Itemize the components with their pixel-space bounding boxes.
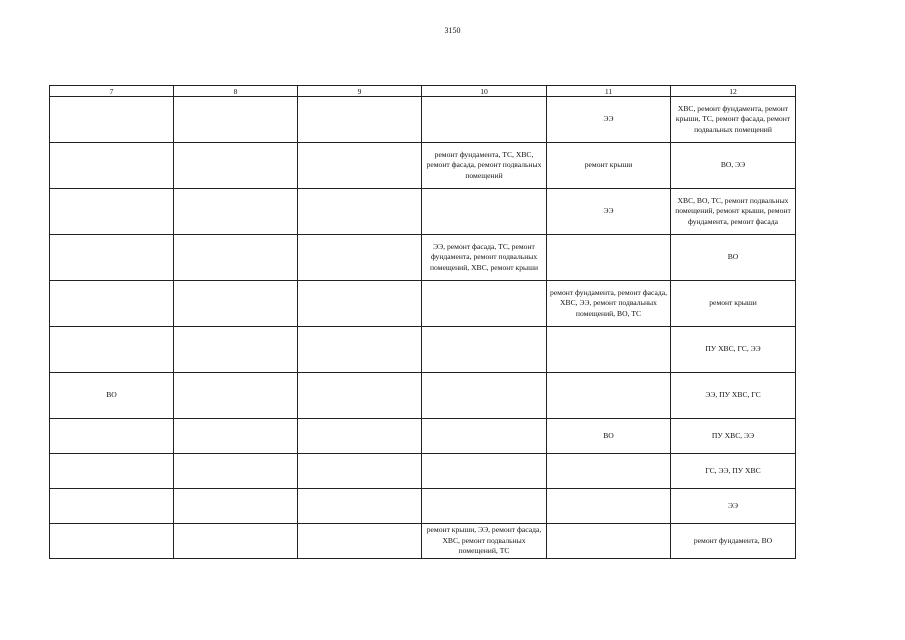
table-cell — [422, 327, 547, 373]
table-cell — [174, 235, 298, 281]
table-cell: ХВС, ремонт фундамента, ремонт крыши, ТС, ремонт фасада, ремонт подвальных помещений — [671, 97, 796, 143]
table-cell — [547, 454, 671, 489]
table-row — [50, 373, 796, 419]
table-cell — [547, 489, 671, 524]
table-cell — [174, 143, 298, 189]
data-table — [49, 85, 796, 559]
table-cell — [50, 454, 174, 489]
table-row — [50, 327, 796, 373]
table-cell — [422, 281, 547, 327]
table-row — [50, 281, 796, 327]
table-cell — [298, 489, 422, 524]
table-cell: ЭЭ, ремонт фасада, ТС, ремонт фундамента, ремонт подвальных помещений, ХВС, ремонт крыши — [422, 235, 547, 281]
table-cell — [174, 454, 298, 489]
column-header: 12 — [671, 86, 796, 97]
table-cell — [298, 454, 422, 489]
table-cell — [298, 189, 422, 235]
table-cell — [298, 524, 422, 559]
table-cell — [422, 189, 547, 235]
column-header: 10 — [422, 86, 547, 97]
table-cell — [174, 189, 298, 235]
table-cell — [547, 235, 671, 281]
table-cell: ПУ ХВС, ЭЭ — [671, 419, 796, 454]
table-cell — [50, 327, 174, 373]
table-cell: ЭЭ, ПУ ХВС, ГС — [671, 373, 796, 419]
table-cell: ремонт крыши, ЭЭ, ремонт фасада, ХВС, ремонт подвальных помещений, ТС — [422, 524, 547, 559]
table-cell — [174, 327, 298, 373]
table-cell — [298, 235, 422, 281]
table-cell — [422, 454, 547, 489]
table-cell — [174, 97, 298, 143]
table-row — [50, 189, 796, 235]
table-cell: ремонт фундамента, ВО — [671, 524, 796, 559]
table-cell — [422, 373, 547, 419]
table-cell — [298, 373, 422, 419]
table-cell — [50, 97, 174, 143]
table-cell: ЭЭ — [671, 489, 796, 524]
table-row — [50, 143, 796, 189]
table-row — [50, 454, 796, 489]
table-cell: ремонт фундамента, ТС, ХВС, ремонт фасада, ремонт подвальных помещений — [422, 143, 547, 189]
table-row — [50, 524, 796, 559]
table-cell — [174, 489, 298, 524]
table-cell: ВО — [671, 235, 796, 281]
table-cell: ПУ ХВС, ГС, ЭЭ — [671, 327, 796, 373]
table-cell — [50, 189, 174, 235]
table-cell — [298, 419, 422, 454]
table-cell — [298, 281, 422, 327]
column-header: 7 — [50, 86, 174, 97]
table-cell — [298, 143, 422, 189]
column-header: 9 — [298, 86, 422, 97]
table-cell: ВО — [50, 373, 174, 419]
table-cell — [174, 524, 298, 559]
table-row — [50, 97, 796, 143]
table-row — [50, 419, 796, 454]
table-cell: ГС, ЭЭ, ПУ ХВС — [671, 454, 796, 489]
table-cell — [50, 419, 174, 454]
column-header: 8 — [174, 86, 298, 97]
table-cell: ремонт крыши — [671, 281, 796, 327]
table-cell: ВО, ЭЭ — [671, 143, 796, 189]
table-cell: ремонт фундамента, ремонт фасада, ХВС, ЭЭ, ремонт подвальных помещений, ВО, ТС — [547, 281, 671, 327]
table-cell: ЭЭ — [547, 97, 671, 143]
table-cell: ВО — [547, 419, 671, 454]
table-cell — [50, 281, 174, 327]
table-cell: ЭЭ — [547, 189, 671, 235]
table-cell — [422, 489, 547, 524]
table-cell — [298, 327, 422, 373]
page-number: 3150 — [444, 26, 461, 35]
table-cell — [50, 489, 174, 524]
table-cell — [422, 97, 547, 143]
table-row — [50, 235, 796, 281]
table-cell — [50, 524, 174, 559]
table-cell — [547, 327, 671, 373]
table-cell — [422, 419, 547, 454]
table-cell — [547, 373, 671, 419]
table-cell: ремонт крыши — [547, 143, 671, 189]
table-row — [50, 489, 796, 524]
table-cell — [547, 524, 671, 559]
table-cell — [174, 281, 298, 327]
table-cell: ХВС, ВО, ТС, ремонт подвальных помещений, ремонт крыши, ремонт фундамента, ремонт фасада — [671, 189, 796, 235]
column-header: 11 — [547, 86, 671, 97]
table-cell — [50, 143, 174, 189]
table-cell — [174, 419, 298, 454]
table-cell — [50, 235, 174, 281]
table-cell — [298, 97, 422, 143]
header-row — [50, 86, 796, 97]
table-cell — [174, 373, 298, 419]
